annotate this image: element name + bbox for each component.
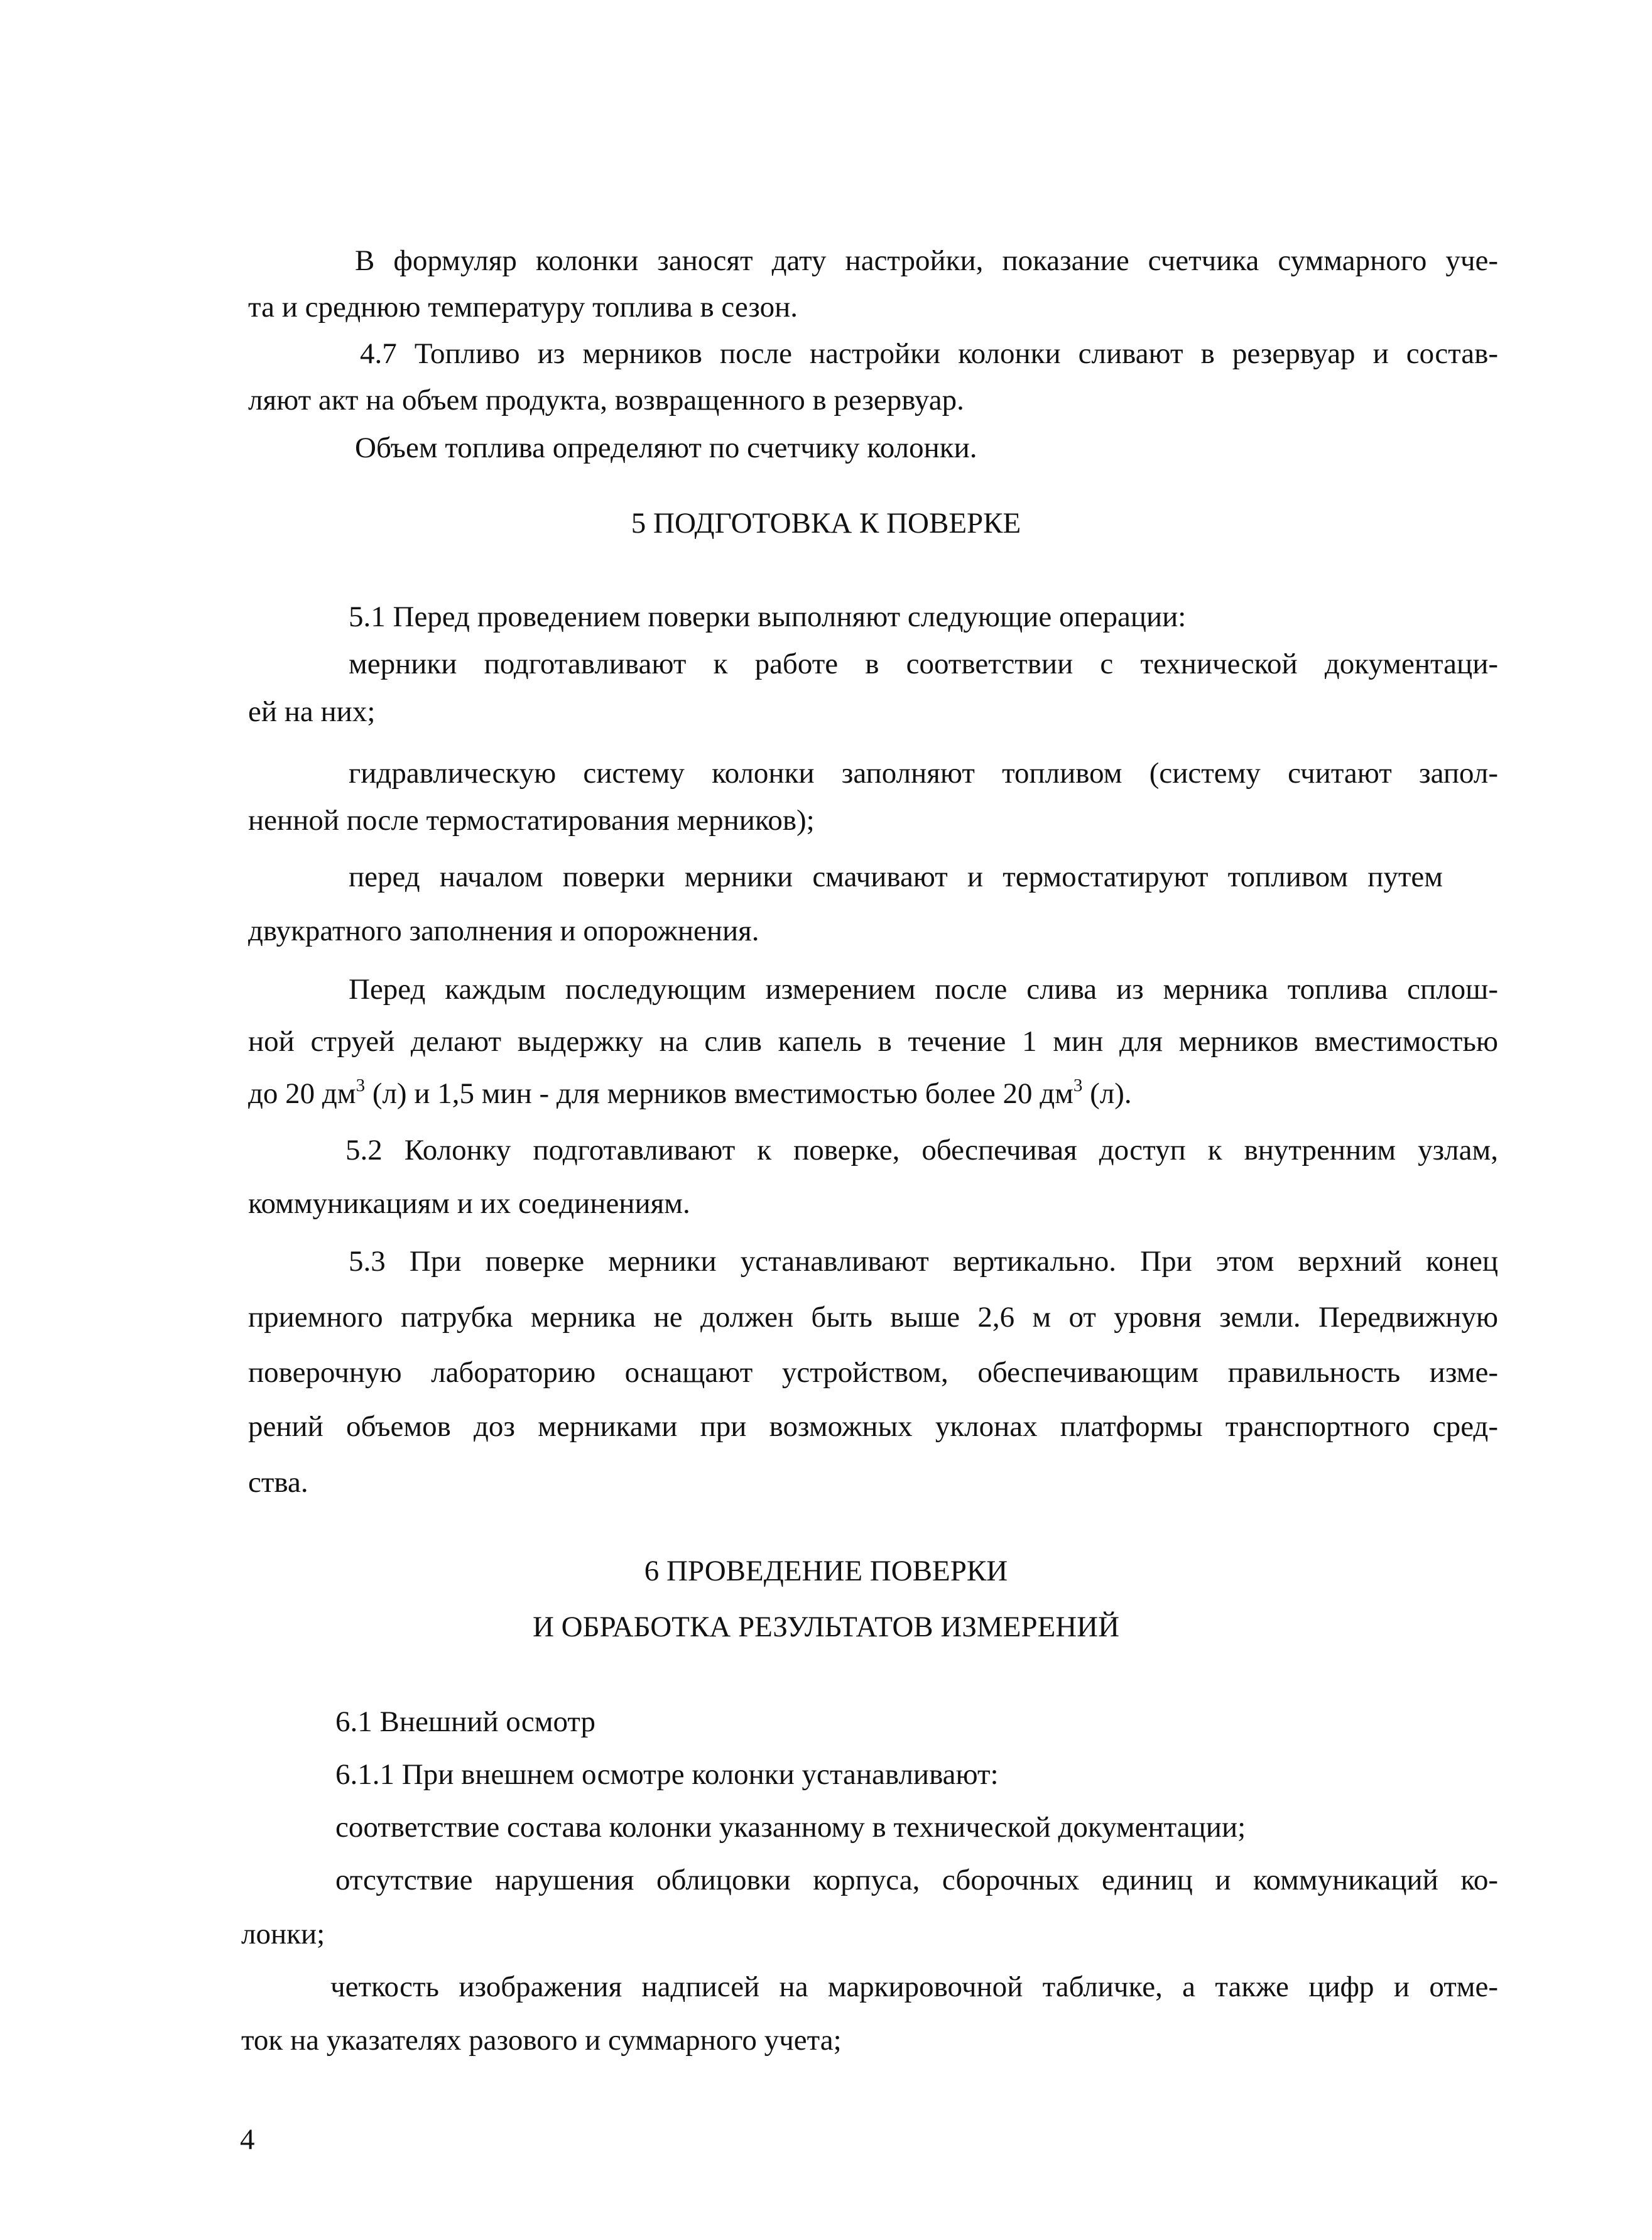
para-5-3-line-4: рений объемов доз мерниками при возможных уклонах платформы транспортного сред- bbox=[248, 1410, 1498, 1443]
drain-text-part-3: (л). bbox=[1082, 1077, 1132, 1110]
item-wetting-line-1: перед началом поверки мерники смачивают и термостатируют топливом путем bbox=[349, 861, 1443, 893]
para-5-3-line-5: ства. bbox=[248, 1466, 308, 1499]
para-5-3-line-1: 5.3 При поверке мерники устанавливают вертикально. При этом верхний конец bbox=[349, 1245, 1498, 1278]
item-hydraulic-line-1: гидравлическую систему колонки заполняют топливом (систему считают запол- bbox=[349, 757, 1498, 790]
drain-text-part-1: до 20 дм bbox=[248, 1077, 356, 1110]
item-merniki-line-2: ей на них; bbox=[248, 695, 376, 728]
para-volume: Объем топлива определяют по счетчику колонки. bbox=[355, 432, 977, 464]
para-4-7-line-1: 4.7 Топливо из мерников после настройки колонки сливают в резервуар и состав- bbox=[360, 337, 1498, 370]
para-5-3-line-3: поверочную лабораторию оснащают устройством, обеспечивающим правильность изме- bbox=[248, 1356, 1498, 1389]
para-drain-line-3 bbox=[248, 1075, 1132, 1110]
item-composition: соответствие состава колонки указанному в технической документации; bbox=[335, 1811, 1246, 1844]
item-cladding-line-2: лонки; bbox=[241, 1918, 325, 1950]
para-5-1: 5.1 Перед проведением поверки выполняют следующие операции: bbox=[349, 601, 1187, 633]
para-6-1-1: 6.1.1 При внешнем осмотре колонки устанавливают: bbox=[335, 1758, 999, 1791]
para-4-7-line-2: ляют акт на объем продукта, возвращенного в резервуар. bbox=[248, 384, 964, 416]
para-5-3-line-2: приемного патрубка мерника не должен быть выше 2,6 м от уровня земли. Передвижную bbox=[248, 1301, 1498, 1334]
item-marking-line-1: четкость изображения надписей на маркировочной табличке, а также цифр и отме- bbox=[330, 1971, 1498, 2003]
heading-section-6-line-2: И ОБРАБОТКА РЕЗУЛЬТАТОВ ИЗМЕРЕНИЙ bbox=[532, 1611, 1120, 1643]
item-merniki-line-1: мерники подготавливают к работе в соответствии с технической документаци- bbox=[349, 648, 1498, 680]
heading-section-5: 5 ПОДГОТОВКА К ПОВЕРКЕ bbox=[631, 507, 1021, 540]
page-number: 4 bbox=[240, 2123, 255, 2156]
item-hydraulic-line-2: ненной после термостатирования мерников); bbox=[248, 804, 815, 837]
item-cladding-line-1: отсутствие нарушения облицовки корпуса, сборочных единиц и коммуникаций ко- bbox=[335, 1864, 1498, 1896]
item-marking-line-2: ток на указателях разового и суммарного учета; bbox=[241, 2024, 842, 2057]
para-6-1: 6.1 Внешний осмотр bbox=[335, 1705, 596, 1738]
para-5-2-line-1: 5.2 Колонку подготавливают к поверке, обеспечивая доступ к внутренним узлам, bbox=[345, 1134, 1498, 1166]
drain-superscript-1: 3 bbox=[356, 1075, 366, 1096]
para-5-2-line-2: коммуникациям и их соединениям. bbox=[248, 1187, 690, 1220]
drain-superscript-2: 3 bbox=[1073, 1075, 1083, 1096]
para-4-6-line-1: В формуляр колонки заносят дату настройки, показание счетчика суммарного уче- bbox=[355, 244, 1498, 277]
para-drain-line-2: ной струей делают выдержку на слив капель в течение 1 мин для мерников вместимостью bbox=[248, 1025, 1498, 1058]
para-drain-line-1: Перед каждым последующим измерением после слива из мерника топлива сплош- bbox=[349, 973, 1498, 1006]
heading-section-6-line-1: 6 ПРОВЕДЕНИЕ ПОВЕРКИ bbox=[644, 1555, 1008, 1587]
item-wetting-line-2: двукратного заполнения и опорожнения. bbox=[248, 915, 759, 947]
para-4-6-line-2: та и среднюю температуру топлива в сезон. bbox=[248, 291, 798, 323]
drain-text-part-2: (л) и 1,5 мин - для мерников вместимостью более 20 дм bbox=[365, 1077, 1073, 1110]
